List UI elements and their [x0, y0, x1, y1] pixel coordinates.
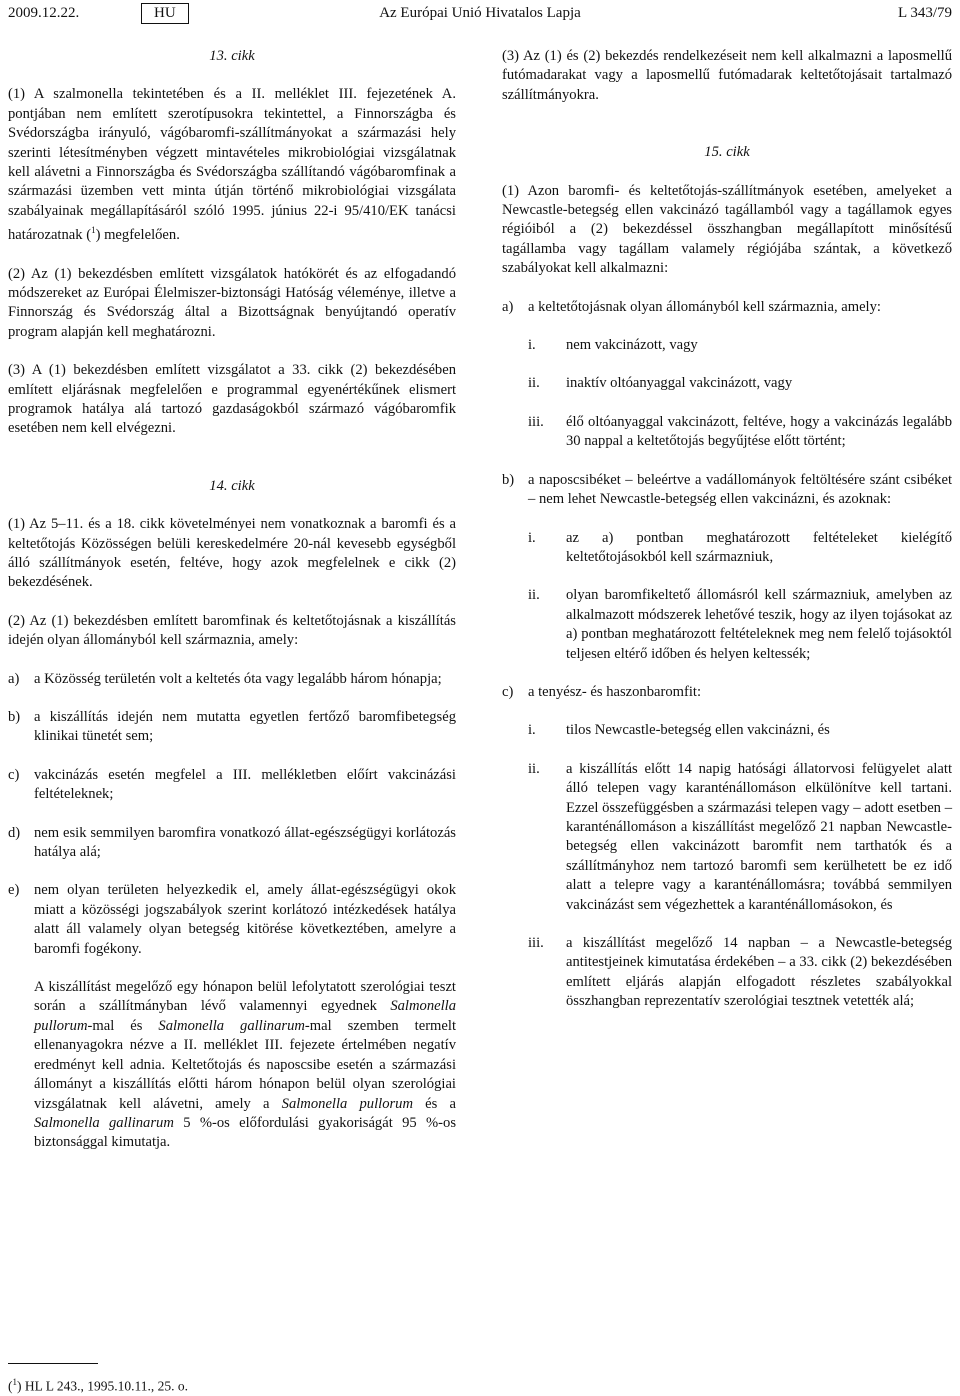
list-item: ii. a kiszállítás előtt 14 napig hatósági állatorvosi felügyelet alatt álló telepen vagy karanténállomáson elkülönítve kell tartani. Ezzel összefüggésben a származási telepen vagy – adott esetben – karanténállomáson a kiszállítást megelőző 21 napban Newcastle-betegség ellen vakcinázott baromfit nem tarthatók és a szállítmányhoz nem tartozó baromfi sem kerülhetett be ez idő alatt a telepre vagy a karanténállomásra; továbbá semmilyen vakcinázást sem végezhettek a karanténállomásokon, és	[528, 760, 952, 913]
list-item: e) nem olyan területen helyezkedik el, amely állat-egészségügyi okok miatt a közösségi jogszabályok szerint korlátozó intézkedések hatálya alatt áll valamely olyan betegség kitörése következtében, amelyre a baromfi fogékony.	[8, 882, 456, 957]
footnote: ($^1$) HL L 243., 1995.10.11., 25. o.	[8, 1377, 188, 1394]
right-column	[502, 47, 952, 1012]
list-item: iii. élő oltóanyaggal vakcinázott, feltéve, hogy a vakcinázás legalább 30 nappal a keltetőtojás begyűjtése előtt történt;	[528, 413, 952, 450]
list-item: b) a kiszállítás idején nem mutatta egyetlen fertőző baromfibetegség klinikai tünetét sem;	[8, 709, 456, 745]
article-13-paragraph-2: (2) Az (1) bekezdésben említett vizsgálatok hatókörét és az elfogadandó módszereket az Európai Élelmiszer-biztonsági Hatóság véleménye, illetve a Finnország és Svédország által a Bizottságnak benyújtandó operatív program alapján kell meghatározni.	[8, 265, 456, 340]
sublist-c	[528, 721, 952, 1011]
header-page-ref: L 343/79	[897, 5, 952, 21]
list-item: ii. inaktív oltóanyaggal vakcinázott, vagy	[528, 375, 793, 392]
article-15-title: 15. cikk	[704, 144, 750, 161]
left-column	[8, 47, 456, 1153]
article-13-paragraph-1: (1) A szalmonella tekintetében és a II. melléklet III. fejezetének A. pontjában nem említett szerotípusokra tekintettel, a Finnországba és Svédországba irányuló, vágóbaromfi-szállítmányokat a származási hely szerinti létesítményben végzett mintavételes mikrobiológiai vizsgálatnak kell alávetni a Finnországba és Svédországba szállítandó vágóbaromfinak a származási üzemben vett minta útján történő mikrobiológiai vizsgálata szabályainak megállapításáról szóló 1995. június 22-i 95/410/EK tanácsi határozatnak ($^1$) megfelelően.	[8, 86, 456, 244]
list-item: c) vakcinázás esetén megfelel a III. mellékletben előírt vakcinázási feltételeknek;	[8, 766, 456, 803]
list-item: iii. a kiszállítást megelőző 14 napban – a Newcastle-betegség antitestjeinek kimutatása érdekében – a 33. cikk (2) bekezdésében említett eljárás alapján elfogadott részletes szabályokkal összhangban reprezentatív szerológiai tesztnek vetették alá;	[528, 935, 952, 1010]
article-13-title: 13. cikk	[209, 48, 255, 64]
article-15-paragraph-1: (1) Azon baromfi- és keltetőtojás-szállítmányok esetében, amelyeket a Newcastle-betegség ellen vakcinázó tagállamból vagy a tagállamok egyes régióiból a (2) bekezdéssel összhangban megállapított minősítésű tagállamba vagy tagállam valamely régiójába szántak, a következő szabályokat kell alkalmazni:	[502, 182, 952, 277]
page-header	[8, 4, 952, 26]
article-14-paragraph-1: (1) Az 5–11. és a 18. cikk követelményei nem vonatkoznak a baromfi és a keltetőtojás Közösségen belüli kereskedelmére 20-nál kevesebb egységből álló szállítmányok esetén, feltéve, hogy azok megfelelnek e cikk (2) bekezdésének.	[8, 516, 456, 591]
sublist-b	[528, 529, 952, 664]
list-item: b) a naposcsibéket – beleértve a vadállományok feltöltésére szánt csibéket – nem lehet Newcastle-betegség ellen vakcinázni, és azoknak:	[502, 471, 952, 508]
list-item: i. az a) pontban meghatározott feltételeket kielégítő keltetőtojásokból kell származniuk,	[528, 529, 952, 565]
article-14-paragraph-3: (3) Az (1) és (2) bekezdés rendelkezéseit nem kell alkalmazni a laposmellű futómadarakat vagy a laposmellű futómadarak keltetőtojásait tartalmazó szállítmányokra.	[502, 48, 952, 103]
article-14-title: 14. cikk	[209, 477, 255, 494]
list-item: a) a keltetőtojásnak olyan állományból kell származnia, amely:	[502, 298, 881, 315]
list-item: i. nem vakcinázott, vagy	[528, 337, 698, 354]
header-language-box: HU	[141, 3, 189, 24]
list-item: i. tilos Newcastle-betegség ellen vakcinázni, és	[528, 722, 830, 739]
list-item: c) a tenyész- és haszonbaromfit:	[502, 683, 702, 700]
footnote-divider	[8, 1363, 98, 1364]
article-14-paragraph-2: (2) Az (1) bekezdésben említett baromfinak és keltetőtojásnak a kiszállítás idején olyan állományból kell származnia, amely:	[8, 612, 456, 649]
list-item: a) a Közösség területén volt a keltetés óta vagy legalább három hónapja;	[8, 670, 442, 687]
list-item: ii. olyan baromfikeltető állomásról kell származniuk, amelyben az alkalmazott módszerek lehetővé teszik, hogy az ilyen tojásokat az a) pontban meghatározott feltételeknek meg nem felelő tojásoktól teljesen eltérő időben és helyen keltessék;	[528, 587, 952, 662]
article-14-conditions-list	[8, 670, 456, 959]
header-date: 2009.12.22.	[8, 5, 80, 21]
article-13-paragraph-3: (3) A (1) bekezdésben említett vizsgálatot a 33. cikk (2) bekezdésében említett eljárásnak megfelelően e programmal egyenértékűnek elismert programok hatálya alá tartozó gazdaságokból származó vágóbaromfik esetében nem kell elvégezni.	[8, 362, 456, 437]
list-item: d) nem esik semmilyen baromfira vonatkozó állat-egészségügyi korlátozás hatálya alá;	[8, 824, 456, 861]
sublist-a	[528, 336, 952, 452]
article-14-closing-paragraph: A kiszállítást megelőző egy hónapon belül lefolytatott szerológiai teszt során a szállítmányban lévő valamennyi egyednek Salmonella pullorum-mal és Salmonella gallinarum-mal szemben termelt ellenanyagokra nézve a II. melléklet III. fejezete értelmében negatív eredményt kell adnia. Keltetőtojás és naposcsibe esetén a származási állományt a kiszállítás előtti három hónapon belül olyan szerológiai vizsgálatnak kell alávetni, amely a Salmonella pullorum és a Salmonella gallinarum 5 %-os előfordulási gyakoriságát 95 %-os biztonsággal kimutatja.	[34, 979, 456, 1151]
header-journal-title: Az Európai Unió Hivatalos Lapja	[379, 5, 581, 21]
